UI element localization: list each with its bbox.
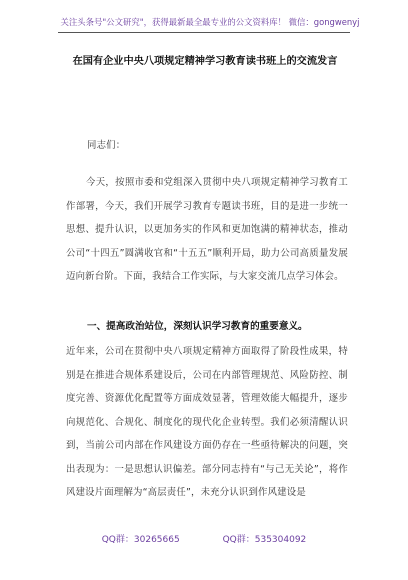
paragraph-intro: 今天，按照市委和党组深入贯彻中央八项规定精神学习教育工作部署，今天，我们开展学习教育专题读书班，目的是进一步统一思想、提升认识，以更加务实的作风和更加饱满的精神状态，推动公司“十四五”圆满收官和“十五五”顺利开局，助力公司高质量发展迈向新台阶。下面，我结合工作实际，与大家交流几点学习体会。 [66, 177, 348, 282]
footer-qq-group-2: QQ群：535304092 [222, 535, 307, 545]
page-header [0, 0, 408, 44]
greeting: 同志们： [87, 140, 126, 151]
footer-qq-group-1: QQ群：30265665 [101, 535, 180, 545]
paragraph-section-1: 近年来，公司在贯彻中央八项规定精神方面取得了阶段性成果，特别是在推进合规体系建设后，公司在内部管理规范、风险防控、制度完善、资源优化配置等方面成效显著，管理效能大幅提升，逐步向规范化、合规化、制度化的现代化企业转型。我们必须清醒认识到，当前公司内部在作风建设方面仍存在一些亟待解决的问题，突出表现为：一是思想认识偏差。部分同志持有“与己无关论”，将作风建设片面理解为“高层责任”，未充分认识到作风建设是 [66, 346, 348, 498]
header-divider [58, 32, 350, 33]
header-banner-text: 关注头条号"公文研究"，获得最新最全最专业的公文资料库！ 微信：gongwenyj [60, 17, 360, 27]
section-heading-1: 一、提高政治站位，深刻认识学习教育的重要意义。 [87, 321, 308, 332]
page-footer [0, 532, 408, 545]
document-title: 在国有企业中央八项规定精神学习教育读书班上的交流发言 [72, 56, 338, 67]
